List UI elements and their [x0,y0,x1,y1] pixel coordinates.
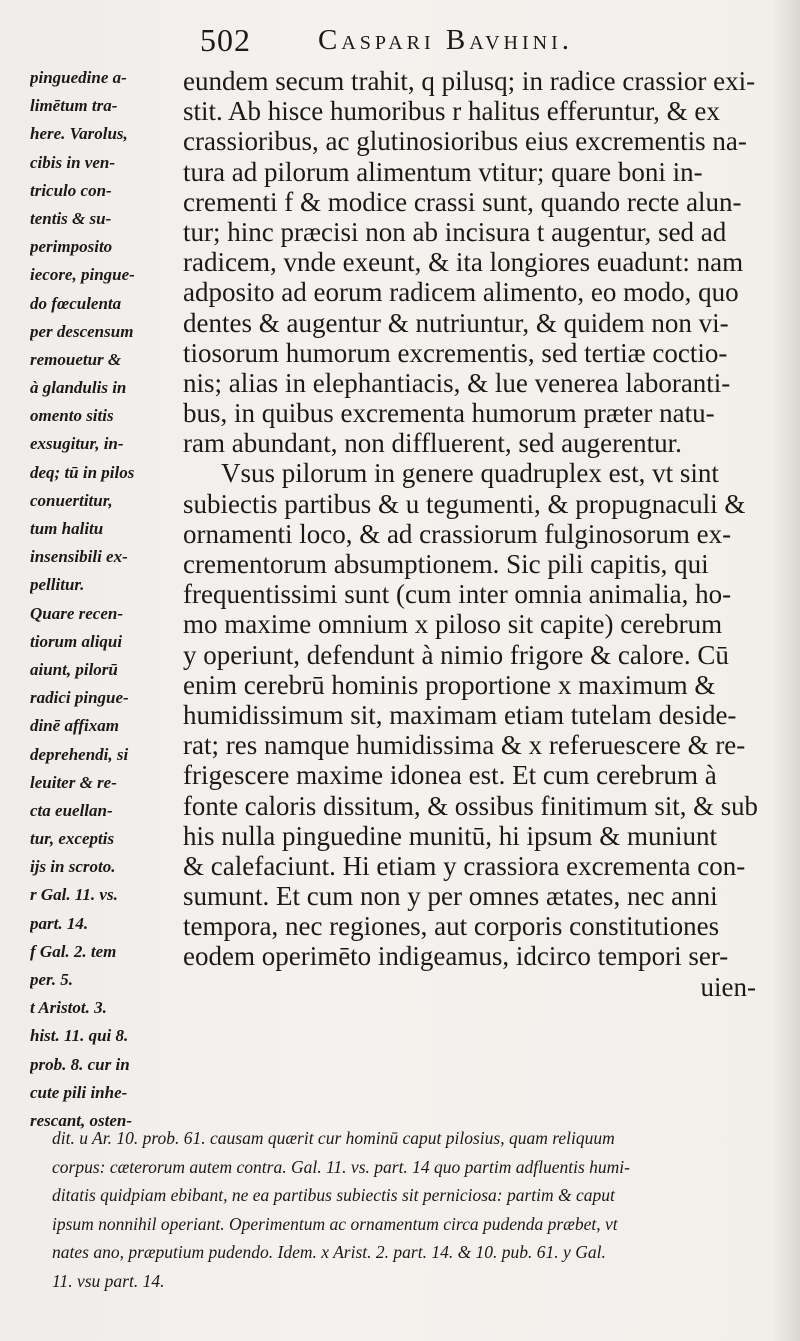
margin-note-line: hist. 11. qui 8. [30,1026,129,1046]
margin-note-line: here. Varolus, [30,124,128,144]
footnote-line: 11. vsu part. 14. [52,1270,165,1291]
main-text-block [183,66,758,1002]
page-header [0,14,800,64]
margin-note-line: triculo con- [30,180,112,200]
text-line: y operiunt, defendunt à nimio frigore & calore. Cū [183,639,729,670]
margin-note-line: t Aristot. 3. [30,998,107,1018]
margin-note-line: tentis & su- [30,208,112,228]
text-line: crementi f & modice crassi sunt, quando recte alun- [183,186,742,217]
margin-note-line: f Gal. 2. tem [30,941,117,961]
margin-note-line: perimposito [30,237,113,257]
footnote-line: dit. u Ar. 10. prob. 61. causam quærit cur hominū caput pilosius, quam reliquum [52,1128,615,1148]
margin-note-line: do fœculenta [30,293,122,313]
margin-note-line: pellitur. [30,575,85,595]
text-line: adposito ad eorum radicem alimento, eo modo, quo [183,277,739,308]
margin-note-line: aiunt, pilorū [30,659,118,679]
margin-note-line: limētum tra- [30,96,118,116]
text-line: frigescere maxime idonea est. Et cum cerebrum à [183,760,717,791]
margin-note-line: r Gal. 11. vs. [30,885,118,905]
margin-note-line: omento sitis [30,406,114,426]
footnotes-block [52,1124,787,1295]
margin-note-line: conuertitur, [30,490,113,510]
margin-note-line: dinē affixam [30,716,119,736]
footnote-line: ipsum nonnihil operiant. Operimentum ac ornamentum circa pudenda præbet, vt [52,1213,618,1234]
margin-note-line: Quare recen- [30,603,124,623]
margin-note-line: prob. 8. cur in [30,1054,130,1074]
running-head: Caspari Bavhini. [318,24,573,56]
text-line: tempora, nec regiones, aut corporis constitutiones [183,911,720,942]
text-line: tur; hinc præcisi non ab incisura t augentur, sed ad [183,216,727,247]
text-line: & calefaciunt. Hi etiam y crassiora excrementa con- [183,850,746,881]
margin-note-line: cta euellan- [30,800,113,820]
text-line: crementorum absumptionem. Sic pili capitis, qui [183,549,709,579]
text-line: eundem secum trahit, q pilusq; in radice crassior exi- [183,66,756,96]
text-line: mo maxime omnium x piloso sit capite) cerebrum [183,609,723,640]
text-line: fonte caloris dissitum, & ossibus finitimum sit, & sub [183,790,758,821]
margin-note-line: cute pili inhe- [30,1082,128,1102]
paragraph-first-line: Vsus pilorum in genere quadruplex est, vt sint [221,458,719,489]
margin-note-line: tur, exceptis [30,829,115,849]
margin-note-line: per. 5. [30,970,73,989]
margin-note-line: rescant, osten- [30,1110,132,1130]
text-line: humidissimum sit, maximam etiam tutelam deside- [183,699,737,730]
margin-note-line: iecore, pingue- [30,265,135,285]
margin-note-line: tiorum aliqui [30,631,123,651]
page-number: 502 [200,22,251,58]
text-line: radicem, vnde exeunt, & ita longiores euadunt: nam [183,247,744,278]
margin-note-line: part. 14. [30,913,89,933]
margin-note-line: tum halitu [30,519,104,538]
margin-note-line: pinguedine a- [30,68,127,87]
text-line: rat; res namque humidissima & x referuescere & re- [183,730,746,761]
margin-notes [30,64,190,1135]
margin-note-line: deq; tū in pilos [30,462,135,482]
text-line: sumunt. Et cum non y per omnes ætates, nec anni [183,881,718,912]
text-line: bus, in quibus excrementa humorum præter natu- [183,398,715,429]
footnote-line: nates ano, præputium pudendo. Idem. x Arist. 2. part. 14. & 10. pub. 61. y Gal. [52,1242,606,1262]
margin-note-line: exsugitur, in- [30,434,124,454]
text-line: stit. Ab hisce humoribus r halitus efferuntur, & ex [183,96,720,127]
margin-note-line: insensibili ex- [30,547,128,567]
text-line: nis; alias in elephantiacis, & lue venerea laboranti- [183,367,731,398]
text-line: enim cerebrū hominis proportione x maximum & [183,669,716,700]
margin-note-line: leuiter & re- [30,772,117,792]
text-line: frequentissimi sunt (cum inter omnia animalia, ho- [183,579,732,610]
text-line: crassioribus, ac glutinosioribus eius excrementis na- [183,126,747,157]
margin-note-line: radici pingue- [30,688,129,708]
text-line: dentes & augentur & nutriuntur, & quidem non vi- [183,307,729,338]
catchword: uien- [700,971,756,1002]
text-line: tura ad pilorum alimentum vtitur; quare boni in- [183,156,703,187]
text-line: tiosorum humorum excrementis, sed tertiæ coctio- [183,337,728,368]
margin-note-line: remouetur & [30,349,122,369]
text-line: eodem operimēto indigeamus, idcirco tempori ser- [183,941,729,972]
margin-note-line: cibis in ven- [30,152,115,172]
footnote-line: corpus: cæterorum autem contra. Gal. 11. vs. part. 14 quo partim adfluentis humi- [52,1156,630,1177]
footnote-line: ditatis quidpiam ebibant, ne ea partibus subiectis sit perniciosa: partim & caput [52,1185,615,1205]
margin-note-line: à glandulis in [30,378,127,398]
margin-note-line: ijs in scroto. [30,857,116,877]
text-line: his nulla pinguedine munitū, hi ipsum & muniunt [183,820,717,851]
margin-note-line: deprehendi, si [30,744,129,764]
text-line: ornamenti loco, & ad crassiorum fulginosorum ex- [183,518,732,549]
margin-note-line: per descensum [30,321,134,341]
text-line: subiectis partibus & u tegumenti, & propugnaculi & [183,488,746,519]
text-line: ram abundant, non diffluerent, sed augerentur. [183,428,682,459]
